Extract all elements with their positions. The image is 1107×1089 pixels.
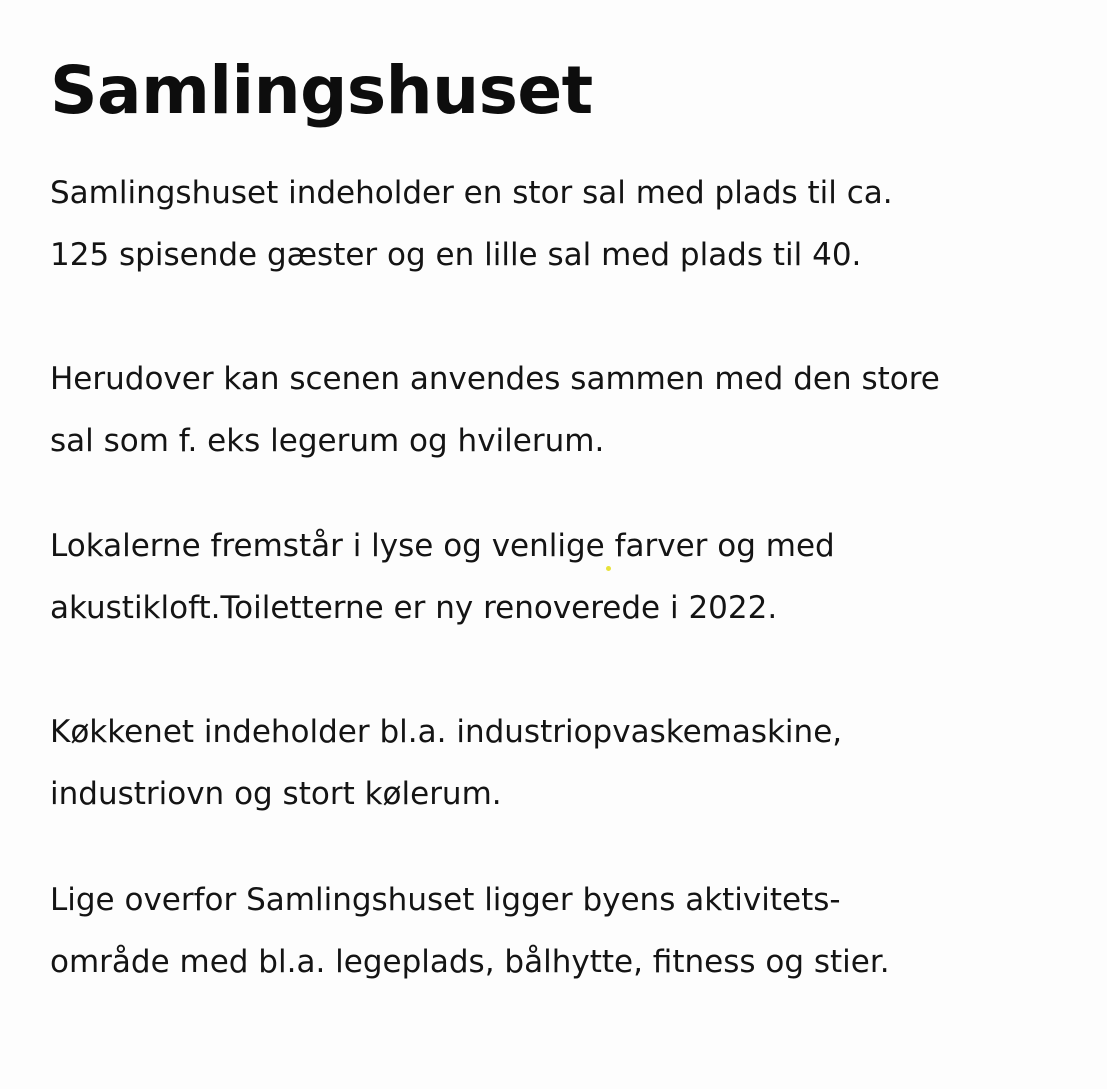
paragraph-halls bbox=[50, 162, 893, 286]
paragraph-line: Lokalerne fremstår i lyse og venlige farver og med bbox=[50, 528, 835, 564]
paragraph-line: Lige overfor Samlingshuset ligger byens aktivitets- bbox=[50, 882, 841, 918]
page-title: Samlingshuset bbox=[50, 52, 593, 129]
paragraph-activity-area bbox=[50, 869, 890, 993]
paragraph-line: område med bl.a. legeplads, bålhytte, fitness og stier. bbox=[50, 944, 890, 980]
paragraph-stage bbox=[50, 348, 940, 472]
paragraph-line: Køkkenet indeholder bl.a. industriopvaskemaskine, bbox=[50, 714, 843, 750]
paragraph-line: 125 spisende gæster og en lille sal med plads til 40. bbox=[50, 237, 862, 273]
paragraph-line: industriovn og stort kølerum. bbox=[50, 776, 502, 812]
paragraph-line: sal som f. eks legerum og hvilerum. bbox=[50, 423, 605, 459]
scan-speck bbox=[606, 566, 611, 571]
paragraph-line: Samlingshuset indeholder en stor sal med plads til ca. bbox=[50, 175, 893, 211]
paragraph-rooms bbox=[50, 515, 835, 639]
paragraph-line: akustikloft.Toiletterne er ny renoverede i 2022. bbox=[50, 590, 778, 626]
paragraph-line: Herudover kan scenen anvendes sammen med den store bbox=[50, 361, 940, 397]
paragraph-kitchen bbox=[50, 701, 842, 825]
